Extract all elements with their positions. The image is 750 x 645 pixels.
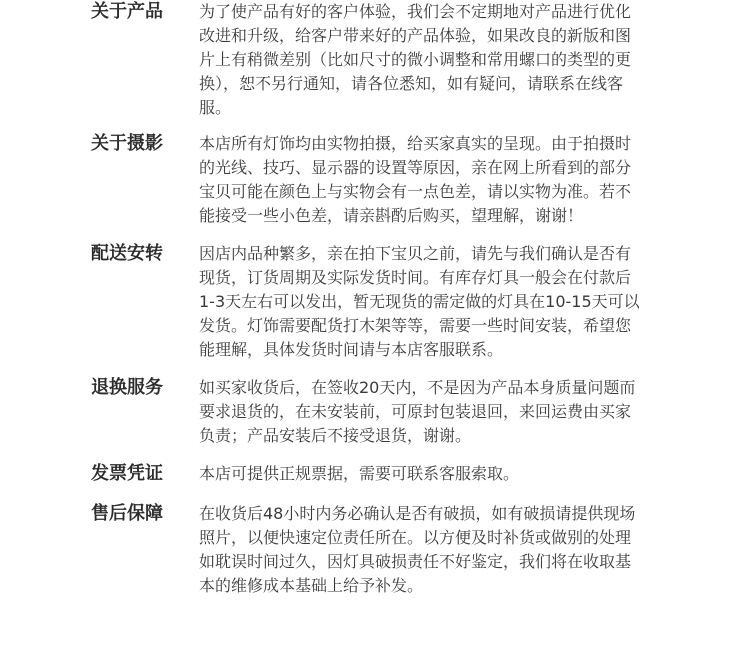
body-line: 的光线、技巧、显示器的设置等原因，亲在网上所看到的部分 — [199, 158, 632, 177]
body-line: 换），恕不另行通知，请各位悉知，如有疑问，请联系在线客 — [199, 74, 624, 93]
section-title: 退换服务 — [91, 377, 163, 398]
body-line: 宝贝可能在颜色上与实物会有一点色差，请以实物为准。若不 — [199, 182, 632, 201]
body-line: 1-3天左右可以发出，暂无现货的需定做的灯具在10-15天可以 — [199, 292, 640, 311]
body-line: 服。 — [199, 98, 232, 117]
section-body — [199, 376, 689, 448]
section-title: 发票凭证 — [91, 463, 163, 484]
body-line: 要求退货的，在未安装前，可原封包装退回，来回运费由买家 — [199, 402, 632, 421]
section-body — [199, 502, 689, 598]
section-title: 关于产品 — [91, 1, 163, 22]
body-line: 改进和升级，给客户带来好的产品体验，如果改良的新版和图 — [199, 26, 632, 45]
section-body — [199, 462, 689, 486]
body-line: 片上有稍微差别（比如尺寸的微小调整和常用螺口的类型的更 — [199, 50, 632, 69]
section-body — [199, 0, 689, 120]
section-title: 售后保障 — [91, 503, 163, 524]
body-line: 本店可提供正规票据，需要可联系客服索取。 — [199, 464, 520, 483]
body-line: 如买家收货后，在签收20天内，不是因为产品本身质量问题而 — [199, 378, 636, 397]
section-title: 关于摄影 — [91, 133, 163, 154]
body-line: 如耽误时间过久，因灯具破损责任不好鉴定，我们将在收取基 — [199, 552, 632, 571]
body-line: 为了使产品有好的客户体验，我们会不定期地对产品进行优化 — [199, 2, 632, 21]
body-line: 本的维修成本基础上给予补发。 — [199, 576, 424, 595]
section-body — [199, 242, 689, 362]
body-line: 现货，订货周期及实际发货时间。有库存灯具一般会在付款后 — [199, 268, 632, 287]
body-line: 发货。灯饰需要配货打木架等等，需要一些时间安装，希望您 — [199, 316, 632, 335]
section-body — [199, 132, 689, 228]
body-line: 能接受一些小色差，请亲斟酌后购买，望理解，谢谢！ — [199, 206, 584, 225]
body-line: 照片，以便快速定位责任所在。以方便及时补货或做别的处理 — [199, 528, 632, 547]
body-line: 因店内品种繁多，亲在拍下宝贝之前，请先与我们确认是否有 — [199, 244, 632, 263]
body-line: 在收货后48小时内务必确认是否有破损，如有破损请提供现场 — [199, 504, 636, 523]
body-line: 能理解，具体发货时间请与本店客服联系。 — [199, 340, 504, 359]
body-line: 本店所有灯饰均由实物拍摄，给买家真实的呈现。由于拍摄时 — [199, 134, 632, 153]
section-title: 配送安转 — [91, 243, 163, 264]
body-line: 负责；产品安装后不接受退货，谢谢。 — [199, 426, 472, 445]
